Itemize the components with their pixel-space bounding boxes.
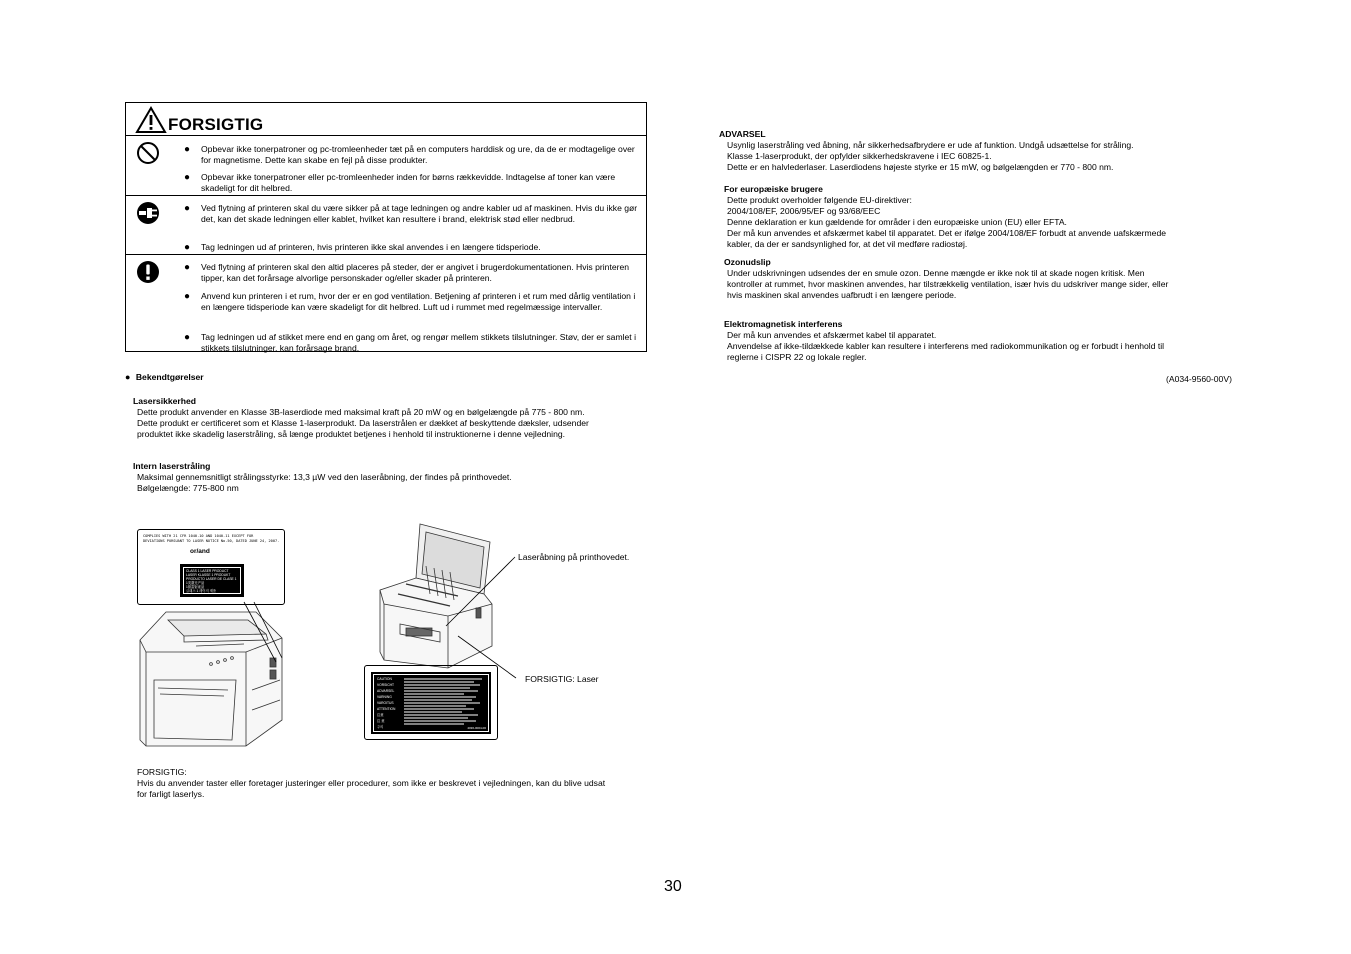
class1-line: 클래스 1 레이저 제품 [186, 589, 217, 594]
caution-label-line: VORSICHT [377, 683, 395, 687]
laser-safety-line: produktet ikke skadelig laserstråling, så længe produktet betjenes i henhold til instruktionerne i denne vejledning. [137, 429, 566, 439]
caution-title: FORSIGTIG [168, 115, 264, 134]
caution-label-line: ADVARSEL [377, 689, 395, 693]
european-line: Denne deklaration er kun gældende for områder i den europæiske union (EU) eller EFTA. [727, 217, 1067, 227]
compliance-text: COMPLIES WITH 21 CFR 1040.10 AND 1040.11 EXCEPT FOR [143, 534, 254, 538]
internal-laser-heading: Intern laserstråling [133, 461, 211, 471]
caution-label-line: 주의 [377, 725, 384, 729]
caution-item [184, 172, 634, 196]
caution-label-line: ATTENTION [377, 707, 396, 711]
bullet-icon: ● [184, 203, 191, 214]
caution-label-line: CAUTION [377, 677, 392, 681]
caution-note-heading: FORSIGTIG: [137, 767, 187, 777]
caution-note-line: for farligt laserlys. [137, 789, 205, 799]
caution-label-fine-print [404, 677, 484, 729]
caution-item [184, 262, 634, 286]
bullet-icon: ● [184, 144, 191, 155]
caution-header [126, 103, 646, 136]
european-line: kabler, da der er sandsynlighed for, at det vil medføre radiostøj. [727, 239, 968, 249]
caution-box [125, 102, 647, 352]
class1-label [180, 564, 244, 597]
caution-row-unplug [126, 196, 646, 255]
ozone-line: Under udskrivningen udsendes der en smule ozon. Denne mængde er ikke nok til at skade nogen kritisk. Men [727, 268, 1145, 278]
bullet-icon: ● [184, 242, 191, 253]
ozone-line: hvis maskinen skal anvendes uafbrudt i en længere periode. [727, 290, 957, 300]
bullet-icon: ● [184, 332, 191, 343]
ozone-line: kontroller at rummet, hvor maskinen anvendes, har tilstrækkelig ventilation, især hvis du udskriver mange sider, eller [727, 279, 1169, 289]
caution-item [184, 144, 634, 168]
caution-item [184, 242, 634, 254]
label-callout-line [240, 600, 290, 670]
advarsel-line: Klasse 1-laserprodukt, der opfylder sikkerhedskravene i IEC 60825-1. [727, 151, 992, 161]
bullet-icon: ● [184, 172, 191, 183]
notices-heading: ● Bekendtgørelser [125, 372, 204, 382]
european-heading: For europæiske brugere [724, 184, 823, 194]
emi-line: Anvendelse af ikke-tildækkede kabler kan resultere i interferens med radiokommunikation og er forbudt i henhold til [727, 341, 1165, 351]
page-number: 30 [664, 878, 682, 895]
class1-line: LASER KLASSE 1 PRODUKT [186, 573, 231, 578]
laser-safety-line: Dette produkt anvender en Klasse 3B-laserdiode med maksimal kraft på 20 mW og en bølgelængde på 775 - 800 nm. [137, 407, 585, 417]
caution-item-text: Tag ledningen ud af stikket mere end en gang om året, og rengør mellem stikkets tilslutninger. Støv, der er samlet i stikkets tilslutninger, kan forårsage brand. [201, 332, 636, 353]
caution-item-text: Tag ledningen ud af printeren, hvis printeren ikke skal anvendes i en længere tidsperiode. [201, 242, 541, 252]
warning-triangle-icon [135, 106, 167, 134]
advarsel-heading: ADVARSEL [719, 129, 766, 139]
caution-row-placement [126, 255, 646, 352]
caution-label-line: 注 意 [377, 719, 385, 723]
document-code: (A034-9560-00V) [1166, 374, 1232, 384]
ozone-heading: Ozonudslip [724, 257, 771, 267]
caution-row-storage [126, 136, 646, 196]
caution-item-text: Ved flytning af printeren skal den altid placeres på steder, der er angivet i brugerdokumentationen. Hvis printeren tipper, kan det forårsage alvorlige personskader og/eller skader på printeren. [201, 262, 630, 283]
caution-item-text: Ved flytning af printeren skal du være sikker på at tage ledningen og andre kabler ud af maskinen. Hvis du ikke gør det, kan det skade ledningen eller kablet, hvilket kan resultere i brand, elektrisk stød eller nedbrud. [201, 203, 638, 224]
laser-safety-line: Dette produkt er certificeret som et Klasse 1-laserprodukt. Da laserstrålen er dækket af beskyttende dæksler, udsender [137, 418, 589, 428]
compliance-text: DEVIATIONS PURSUANT TO LASER NOTICE No.50, DATED JUNE 24, 2007. [143, 539, 280, 543]
caution-item-text: Anvend kun printeren i et rum, hvor der er en god ventilation. Betjening af printeren i et rum med dårlig ventilation i en længere tidsperiode kan være skadeligt for dit helbred. Luft ud i rummet med regelmæssige intervaller. [201, 291, 636, 312]
class1-line: PRODUCTO LASER DE CLASE 1 [186, 577, 237, 582]
caution-item-text: Opbevar ikke tonerpatroner og pc-tromleenheder tæt på en computers harddisk og ure, da de er modtagelige over for magnetisme. Dette kan skabe en fejl på disse produkter. [201, 144, 635, 165]
emi-heading: Elektromagnetisk interferens [724, 319, 843, 329]
internal-laser-line: Bølgelængde: 775-800 nm [137, 483, 239, 493]
advarsel-line: Dette er en halvlederlaser. Laserdiodens højeste styrke er 15 mW, og bølgelængden er 770 - 800 nm. [727, 162, 1114, 172]
caution-item [184, 291, 634, 327]
unplug-icon [136, 201, 160, 225]
caution-note-line: Hvis du anvender taster eller foretager justeringer eller procedurer, som ikke er beskrevet i vejledningen, kan du blive udsat [137, 778, 606, 788]
european-line: Der må kun anvendes et afskærmet kabel til apparatet. Det er ifølge 2004/108/EF forbudt at anvende uafskærmede [727, 228, 1166, 238]
or-and-text: or/and [190, 548, 210, 555]
emi-line: reglerne i CISPR 22 og lokale regler. [727, 352, 867, 362]
emi-line: Der må kun anvendes et afskærmet kabel til apparatet. [727, 330, 937, 340]
bullet-icon: ● [125, 372, 131, 382]
bullet-icon: ● [184, 291, 191, 302]
callout-laser-opening: Laseråbning på printhovedet. [518, 552, 630, 562]
caution-item-text: Opbevar ikke tonerpatroner eller pc-tromleenheder inden for børns rækkevidde. Indtagelse af toner kan være skadeligt for dit helbred. [201, 172, 616, 193]
caution-item [184, 332, 634, 356]
caution-label-code: 4036-0004-00 [467, 726, 486, 730]
class1-line: 1級雷射產品 [186, 585, 205, 590]
laser-safety-heading: Lasersikkerhed [133, 396, 197, 406]
mandatory-icon [136, 260, 160, 284]
bullet-icon: ● [184, 262, 191, 273]
european-line: 2004/108/EF, 2006/95/EF og 93/68/EEC [727, 206, 881, 216]
compliance-label [137, 529, 285, 605]
advarsel-line: Usynlig laserstråling ved åbning, når sikkerhedsafbrydere er ude af funktion. Undgå udsættelse for stråling. [727, 140, 1134, 150]
callout-caution-laser: FORSIGTIG: Laser [525, 674, 599, 684]
internal-laser-line: Maksimal gennemsnitligt strålingsstyrke: 13,3 µW ved den laseråbning, der findes på printhovedet. [137, 472, 512, 482]
caution-laser-label [364, 665, 498, 740]
caution-label-line: VARNING [377, 695, 392, 699]
european-line: Dette produkt overholder følgende EU-direktiver: [727, 195, 912, 205]
class1-line: CLASS 1 LASER PRODUCT [186, 569, 229, 573]
class1-line: 1类激光产品 [186, 581, 205, 586]
caution-label-line: 注意 [377, 713, 384, 717]
caution-item [184, 203, 638, 239]
prohibition-icon [136, 141, 160, 165]
caution-label-line: VAROITUS [377, 701, 394, 705]
